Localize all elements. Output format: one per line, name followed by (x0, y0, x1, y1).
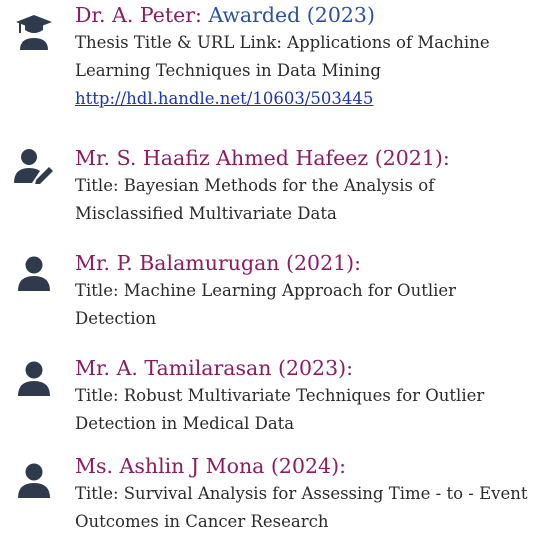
scholar-name: Mr. P. Balamurugan (2021): (75, 251, 362, 275)
scholar-name: Ms. Ashlin J Mona (2024): (75, 454, 346, 478)
graduate-icon (14, 14, 54, 50)
scholar-entry (0, 349, 548, 449)
thesis-title: Title: Survival Analysis for Assessing Time - to - Event Outcomes in Cancer Research (75, 484, 528, 531)
thesis-title: Thesis Title & URL Link: Applications of Machine Learning Techniques in Data Mining (75, 33, 490, 80)
scholar-entry (0, 138, 548, 238)
scholar-entry (0, 244, 548, 344)
scholar-entry (0, 0, 548, 135)
scholar-name-prefix: Dr. A. Peter: (75, 3, 209, 27)
user-icon (14, 256, 54, 292)
thesis-title: Title: Bayesian Methods for the Analysis of Misclassified Multivariate Data (75, 176, 435, 223)
thesis-link[interactable]: http://hdl.handle.net/10603/503445 (75, 89, 374, 108)
scholar-name: Mr. S. Haafiz Ahmed Hafeez (2021): (75, 146, 450, 170)
user-icon (14, 361, 54, 397)
user-icon (14, 463, 54, 499)
scholar-name: Mr. A. Tamilarasan (2023): (75, 356, 354, 380)
thesis-title: Title: Robust Multivariate Techniques for Outlier Detection in Medical Data (75, 386, 485, 433)
scholar-name (75, 1, 540, 29)
user-edit-icon (14, 148, 54, 184)
award-status: Awarded (2023) (208, 3, 375, 27)
scholar-entry (0, 452, 548, 545)
thesis-title: Title: Machine Learning Approach for Outlier Detection (75, 281, 457, 328)
